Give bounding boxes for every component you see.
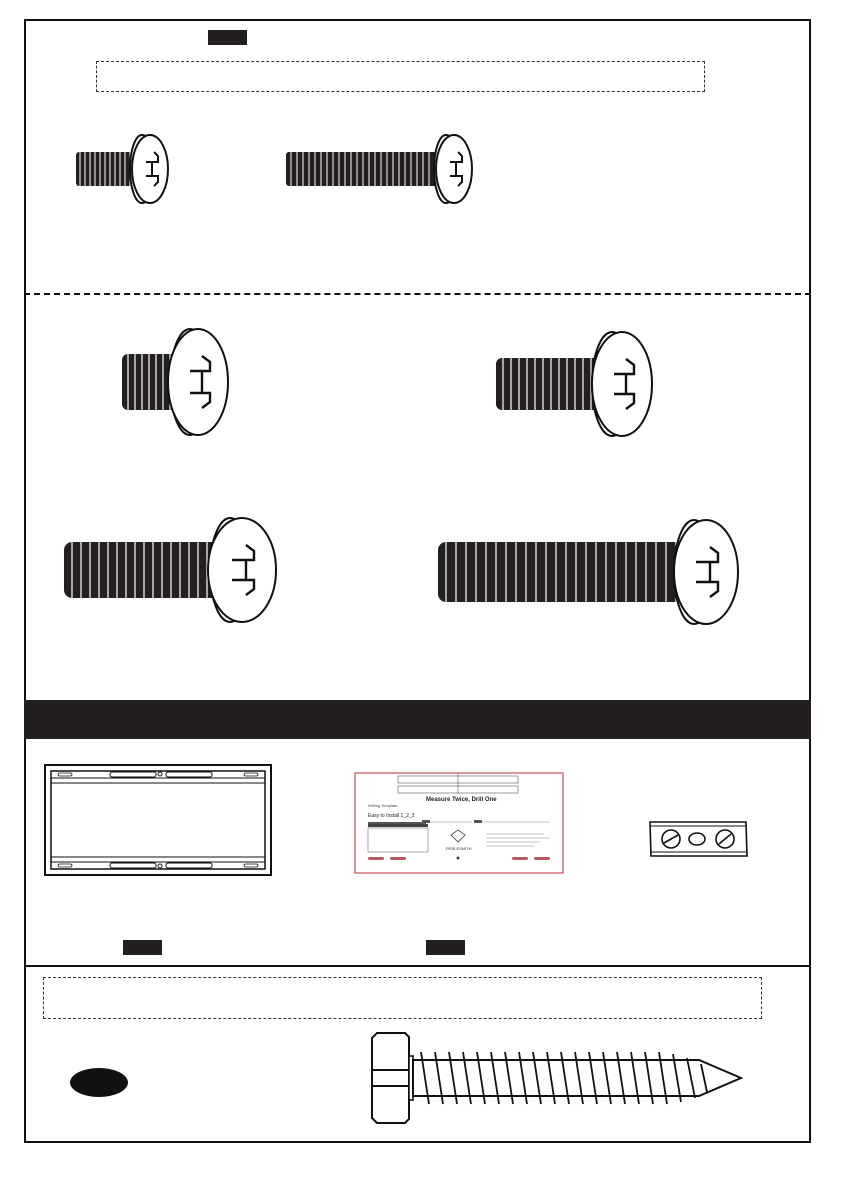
short-pan-head-screw-icon: [494, 330, 664, 440]
part-label-tag: [426, 940, 465, 955]
short-phillips-screw-icon: [72, 132, 172, 204]
long-pan-head-screw-icon: [62, 516, 282, 626]
caption-box: [96, 61, 705, 92]
wall-plate-icon: [44, 764, 272, 876]
template-corner-label: Drilling Template: [368, 803, 398, 808]
template-brand-mark: PERLESMITH: [446, 846, 472, 851]
drilling-template-icon: [354, 772, 564, 874]
long-phillips-screw-icon: [284, 132, 479, 204]
part-label-tag: [208, 30, 247, 45]
short-pan-head-screw-icon: [118, 326, 233, 438]
bubble-level-icon: [649, 818, 749, 858]
part-id-badge: [70, 1068, 128, 1097]
caption-box: [43, 977, 762, 1019]
lag-bolt-icon: [369, 1030, 743, 1126]
part-label-tag: [123, 940, 162, 955]
extra-long-pan-head-screw-icon: [436, 516, 746, 626]
template-heading: Measure Twice, Drill One: [426, 797, 497, 803]
template-subheading: Easy to Install 1_2_3: [368, 813, 415, 819]
section-divider-solid: [24, 965, 811, 967]
parts-section-header-band: [24, 700, 811, 739]
section-divider-dashed: [24, 293, 811, 295]
